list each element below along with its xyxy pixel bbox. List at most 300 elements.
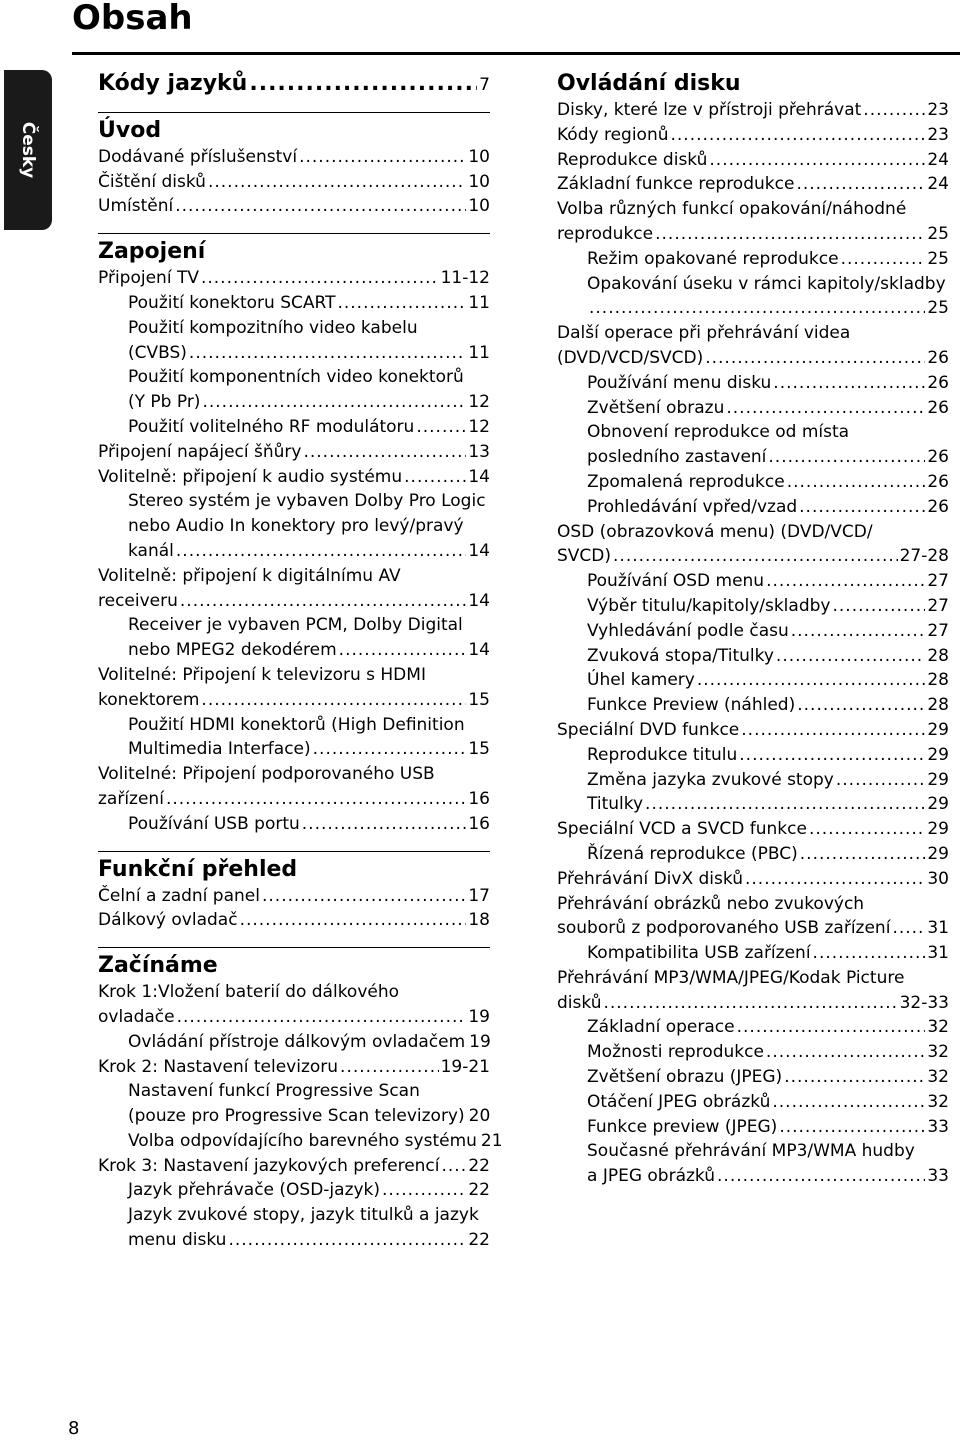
toc-entry[interactable] — [98, 884, 490, 909]
toc-entry[interactable] — [98, 1055, 490, 1080]
toc-entry-line — [557, 718, 949, 743]
toc-entry-text: Použití volitelného RF modulátoru — [128, 416, 415, 437]
toc-entry[interactable] — [98, 980, 490, 1030]
toc-entry[interactable] — [557, 98, 949, 123]
toc-entry-line — [98, 440, 490, 465]
toc-leader-dots — [697, 668, 926, 693]
toc-leader-dots — [655, 222, 925, 247]
toc-page-number: 20 — [468, 1106, 491, 1127]
toc-entry-line — [98, 1055, 490, 1080]
language-tab — [4, 70, 52, 230]
toc-entry-text: Základní operace — [587, 1017, 735, 1038]
toc-page-number: 32 — [927, 1067, 949, 1088]
toc-entry-text: Čelní a zadní panel — [98, 885, 260, 906]
toc-page-number: 14 — [468, 466, 490, 487]
toc-entry-text: Dodávané příslušenství — [98, 146, 298, 167]
toc-entry-line — [128, 291, 490, 316]
toc-subentry[interactable] — [557, 594, 949, 619]
toc-entry-line — [587, 792, 949, 817]
toc-leader-dots — [768, 445, 925, 470]
toc-leader-dots — [799, 495, 925, 520]
toc-entry-line — [128, 1030, 490, 1055]
toc-subentry[interactable] — [98, 1030, 490, 1055]
toc-subentry[interactable] — [557, 644, 949, 669]
toc-entry-line — [587, 743, 949, 768]
toc-page-number: 32 — [927, 1042, 949, 1063]
toc-page-number: 22 — [468, 1155, 490, 1176]
toc-entry[interactable] — [98, 194, 490, 219]
toc-entry-line — [128, 638, 490, 663]
toc-page-number: 24 — [927, 174, 949, 195]
toc-entry-text: Přehrávání DivX disků — [557, 868, 743, 889]
toc-leader-dots — [302, 812, 467, 837]
toc-page-number: 16 — [468, 788, 490, 809]
toc-subentry[interactable] — [557, 1015, 949, 1040]
toc-entry-line: Současné přehrávání MP3/WMA hudby — [587, 1141, 915, 1162]
toc-page-number: 27 — [927, 620, 949, 641]
toc-entry[interactable] — [98, 266, 490, 291]
toc-entry-line — [587, 445, 949, 470]
toc-entry-text: Funkce Preview (náhled) — [587, 695, 796, 716]
toc-leader-dots — [442, 1154, 467, 1179]
toc-leader-dots — [177, 1005, 467, 1030]
toc-page-number: 22 — [468, 1180, 490, 1201]
toc-entry-line — [98, 884, 490, 909]
toc-entry-text: Disky, které lze v přístroji přehrávat — [557, 100, 862, 120]
toc-entry-line — [128, 539, 490, 564]
toc-page-number: 10 — [468, 146, 490, 167]
toc-leader-dots — [745, 867, 925, 892]
toc-leader-dots — [772, 1090, 925, 1115]
toc-entry-line — [98, 194, 490, 219]
toc-entry[interactable] — [557, 197, 949, 247]
toc-subentry[interactable] — [98, 365, 490, 415]
toc-entry-text: Možnosti reprodukce — [587, 1042, 764, 1063]
toc-leader-dots — [863, 98, 925, 123]
toc-subentry[interactable] — [98, 1079, 490, 1129]
toc-entry-text: Připojení TV — [98, 268, 199, 289]
toc-entry-text: Krok 2: Nastavení televizoru — [98, 1056, 339, 1077]
toc-leader-dots — [201, 688, 466, 713]
toc-entry-line — [128, 1178, 490, 1203]
toc-page-number: 33 — [927, 1116, 949, 1137]
toc-entry-line — [128, 1228, 490, 1253]
toc-page-number: 29 — [927, 819, 949, 840]
toc-leader-dots — [705, 346, 925, 371]
toc-subentry[interactable] — [557, 495, 949, 520]
toc-entry-line — [98, 908, 490, 933]
toc-entry-line — [128, 341, 490, 366]
toc-leader-dots — [796, 172, 925, 197]
toc-leader-dots — [709, 148, 925, 173]
toc-page-number: 25 — [927, 248, 949, 269]
page-number: 8 — [68, 1418, 80, 1439]
toc-entry-text: posledního zastavení — [587, 447, 767, 468]
toc-entry-text: Výběr titulu/kapitoly/skladby — [587, 595, 831, 616]
toc-entry-text: Jazyk přehrávače (OSD-jazyk) — [128, 1180, 381, 1201]
toc-subentry[interactable] — [557, 743, 949, 768]
toc-leader-dots — [240, 908, 467, 933]
toc-entry[interactable] — [98, 1154, 490, 1179]
toc-page-number: 24 — [927, 149, 949, 170]
toc-page-number: 33 — [927, 1166, 949, 1187]
toc-left-column — [98, 71, 503, 1253]
toc-entry-line — [557, 148, 949, 173]
toc-leader-dots — [175, 194, 466, 219]
toc-entry[interactable] — [98, 564, 490, 614]
toc-subentry[interactable] — [557, 247, 949, 272]
toc-entry-text: Zvuková stopa/Titulky — [587, 645, 774, 666]
toc-leader-dots — [832, 594, 925, 619]
toc-entry-line — [557, 867, 949, 892]
toc-page-number: 26 — [927, 496, 949, 517]
toc-subentry[interactable] — [557, 1065, 949, 1090]
toc-leader-dots — [766, 569, 925, 594]
toc-entry-line: Použití HDMI konektorů (High Definition — [128, 714, 465, 735]
toc-entry-text: Funkce preview (JPEG) — [587, 1116, 778, 1137]
toc-entry-text: Používání menu disku — [587, 372, 772, 393]
toc-entry-line — [98, 145, 490, 170]
title-rule — [72, 52, 960, 55]
toc-page-number: 28 — [927, 670, 949, 691]
toc-subentry[interactable] — [557, 1090, 949, 1115]
toc-entry-text: (CVBS) — [128, 342, 187, 363]
toc-page-number: 27 — [927, 571, 949, 592]
toc-section-heading: Ovládání disku — [557, 71, 741, 96]
toc-entry-line — [587, 569, 949, 594]
toc-entry-text: Ovládání přístroje dálkovým ovladačem — [128, 1031, 466, 1052]
toc-entry-text: a JPEG obrázků — [587, 1166, 716, 1187]
toc-entry-line — [587, 495, 949, 520]
toc-page-number: 23 — [927, 100, 949, 120]
toc-page-number: 14 — [468, 540, 490, 561]
section-divider — [98, 851, 490, 852]
toc-subentry[interactable] — [98, 489, 490, 563]
toc-entry-text: Titulky — [587, 794, 644, 815]
toc-entry-text: Prohledávání vpřed/vzad — [587, 496, 798, 517]
toc-leader-dots — [416, 415, 466, 440]
toc-entry-text: Volitelně: připojení k audio systému — [98, 466, 403, 487]
toc-entry-line: Nastavení funkcí Progressive Scan — [128, 1081, 420, 1102]
toc-page-number: 32 — [927, 1017, 949, 1038]
toc-page-number: 14 — [468, 590, 490, 611]
toc-leader-dots — [773, 371, 925, 396]
toc-entry-line: Volitelné: Připojení podporovaného USB — [98, 764, 435, 785]
toc-leader-dots — [176, 539, 466, 564]
toc-leader-dots — [784, 1065, 925, 1090]
toc-entry[interactable] — [557, 718, 949, 743]
toc-page-number: 26 — [927, 471, 949, 492]
toc-subentry[interactable] — [557, 569, 949, 594]
toc-subentry[interactable] — [557, 470, 949, 495]
toc-subentry[interactable] — [557, 396, 949, 421]
toc-subentry[interactable] — [557, 842, 949, 867]
toc-subentry[interactable] — [98, 1203, 490, 1253]
toc-entry-line — [557, 172, 949, 197]
toc-entry-text: Vyhledávání podle času — [587, 620, 789, 641]
toc-leader-dots — [797, 693, 925, 718]
toc-page-number: 15 — [468, 689, 490, 710]
toc-entry[interactable] — [557, 817, 949, 842]
toc-entry[interactable] — [557, 966, 949, 1016]
toc-entry-text: Dálkový ovladač — [98, 910, 238, 931]
toc-entry-line — [557, 544, 949, 569]
toc-entry-line: OSD (obrazovková menu) (DVD/VCD/ — [557, 521, 873, 542]
toc-entry-text: kanál — [128, 540, 174, 561]
toc-entry-line — [128, 1104, 490, 1129]
toc-leader-dots — [202, 390, 466, 415]
toc-entry-line: Jazyk zvukové stopy, jazyk titulků a jazyk — [128, 1205, 479, 1226]
toc-entry-text: konektorem — [98, 689, 200, 710]
toc-entry-line — [557, 123, 949, 148]
toc-leader-dots — [671, 123, 926, 148]
toc-entry-line — [557, 346, 949, 371]
toc-leader-dots — [726, 396, 925, 421]
toc-entry-line — [587, 396, 949, 421]
toc-leader-dots — [613, 544, 898, 569]
toc-subentry[interactable] — [557, 792, 949, 817]
toc-entry-text: Speciální VCD a SVCD funkce — [557, 819, 807, 840]
toc-page-number: 26 — [927, 397, 949, 418]
toc-entry-line: Opakování úseku v rámci kapitoly/skladby — [587, 273, 946, 294]
toc-page-number: 22 — [468, 1230, 490, 1251]
toc-page-number: 10 — [468, 196, 490, 217]
toc-page-number: 14 — [468, 640, 490, 661]
toc-subentry[interactable] — [557, 371, 949, 396]
toc-subentry[interactable] — [98, 613, 490, 663]
toc-entry-line — [587, 941, 949, 966]
toc-entry-line — [98, 1154, 490, 1179]
toc-entry-text: Umístění — [98, 196, 174, 217]
toc-entry-line — [98, 465, 490, 490]
toc-entry-text: Volba odpovídajícího barevného systému — [128, 1130, 477, 1151]
toc-entry-text: SVCD) — [557, 546, 612, 567]
toc-entry-text: Úhel kamery — [587, 670, 695, 691]
section-divider — [98, 233, 490, 234]
toc-entry-text: Zvětšení obrazu — [587, 397, 725, 418]
toc-leader-dots — [201, 266, 439, 291]
toc-entry-line — [587, 1065, 949, 1090]
toc-leader-dots — [766, 1040, 925, 1065]
toc-page-number: 27 — [927, 595, 949, 616]
toc-entry-text: Použití konektoru SCART — [128, 292, 336, 313]
toc-entry-line — [587, 247, 949, 272]
toc-leader-dots — [741, 718, 925, 743]
toc-entry-line: Volba různých funkcí opakování/náhodné — [557, 199, 907, 220]
toc-entry-line — [128, 812, 490, 837]
toc-entry-line — [587, 842, 949, 867]
toc-leader-dots — [339, 638, 467, 663]
toc-entry-text: ovladače — [98, 1006, 175, 1027]
toc-page-number: 19-21 — [440, 1056, 490, 1077]
toc-entry-line — [557, 916, 949, 941]
toc-leader-dots — [313, 737, 467, 762]
toc-entry[interactable] — [98, 465, 490, 490]
toc-page-number: 32-33 — [899, 992, 949, 1013]
toc-entry[interactable] — [98, 663, 490, 713]
toc-entry-line: Použití komponentních video konektorů — [128, 367, 464, 388]
toc-subentry[interactable] — [557, 668, 949, 693]
toc-entry-text: nebo MPEG2 dekodérem — [128, 640, 337, 661]
toc-entry-line — [128, 415, 490, 440]
toc-entry-line — [587, 693, 949, 718]
toc-section-heading — [98, 72, 490, 98]
toc-entry-text: receiveru — [98, 590, 178, 611]
toc-leader-dots — [589, 296, 925, 321]
toc-entry-line — [587, 1040, 949, 1065]
toc-leader-dots — [208, 170, 466, 195]
toc-entry-line — [98, 688, 490, 713]
toc-page-number: 28 — [927, 695, 949, 716]
toc-subentry[interactable] — [98, 1178, 490, 1203]
toc-page-number: 28 — [927, 645, 949, 666]
toc-entry-line: Použití kompozitního video kabelu — [128, 317, 418, 338]
toc-section-heading: Začínáme — [98, 953, 218, 979]
toc-entry-line — [587, 1015, 949, 1040]
toc-entry-text: reprodukce — [557, 223, 654, 244]
toc-entry[interactable] — [98, 762, 490, 812]
toc-section-heading: Funkční přehled — [98, 856, 298, 882]
toc-leader-dots — [717, 1164, 925, 1189]
toc-leader-dots — [813, 941, 926, 966]
toc-entry-line: Volitelné: Připojení k televizoru s HDMI — [98, 664, 426, 685]
toc-entry-text: Kódy regionů — [557, 124, 669, 145]
toc-entry-line — [98, 787, 490, 812]
toc-entry-text: menu disku — [128, 1230, 227, 1251]
page-title: Obsah — [72, 0, 193, 38]
toc-entry-text: Speciální DVD funkce — [557, 719, 740, 740]
toc-subentry[interactable] — [557, 1115, 949, 1140]
toc-page-number: 31 — [927, 943, 949, 964]
toc-entry[interactable] — [98, 908, 490, 933]
toc-leader-dots — [299, 145, 466, 170]
toc-entry-line — [587, 1164, 949, 1189]
toc-entry[interactable] — [557, 321, 949, 371]
toc-entry-line — [98, 170, 490, 195]
toc-subentry[interactable] — [98, 291, 490, 316]
toc-entry-line — [128, 1129, 503, 1154]
toc-entry[interactable] — [557, 148, 949, 173]
toc-leader-dots — [340, 1055, 439, 1080]
toc-leader-dots — [737, 1015, 926, 1040]
toc-page-number: 19 — [469, 1031, 491, 1052]
section-divider — [98, 947, 490, 948]
toc-entry-text: Krok 3: Nastavení jazykových preferencí — [98, 1155, 440, 1176]
toc-entry[interactable] — [98, 170, 490, 195]
toc-entry[interactable] — [557, 892, 949, 942]
toc-entry-line — [587, 644, 949, 669]
toc-entry-line — [128, 737, 490, 762]
toc-entry-text: Otáčení JPEG obrázků — [587, 1091, 771, 1112]
toc-entry[interactable] — [98, 440, 490, 465]
toc-entry-line: Obnovení reprodukce od místa — [587, 422, 850, 443]
toc-page-number: 26 — [927, 347, 949, 368]
toc-entry-text: Používání OSD menu — [587, 571, 765, 592]
toc-entry-line — [587, 371, 949, 396]
toc-entry-text: Základní funkce reprodukce — [557, 174, 795, 195]
toc-page-number: 30 — [927, 868, 949, 889]
toc-subentry[interactable] — [557, 619, 949, 644]
toc-leader-dots — [739, 743, 925, 768]
toc-entry[interactable] — [557, 172, 949, 197]
toc-entry-text: disků — [557, 992, 602, 1013]
toc-leader-dots — [337, 291, 466, 316]
toc-subentry[interactable] — [557, 1139, 949, 1189]
toc-entry-line: nebo Audio In konektory pro levý/pravý — [128, 516, 464, 537]
toc-entry[interactable] — [557, 123, 949, 148]
toc-leader-dots — [776, 644, 925, 669]
toc-subentry[interactable] — [98, 316, 490, 366]
toc-entry[interactable] — [98, 145, 490, 170]
toc-page-number: 11-12 — [440, 268, 490, 289]
toc-subentry[interactable] — [98, 415, 490, 440]
toc-entry-text: zařízení — [98, 788, 164, 809]
toc-section-heading: Zapojení — [98, 239, 206, 265]
toc-leader-dots — [189, 341, 466, 366]
toc-entry-text: Změna jazyka zvukové stopy — [587, 769, 834, 790]
toc-entry-line — [587, 470, 949, 495]
toc-entry-text: Čištění disků — [98, 171, 206, 192]
toc-entry-line: Volitelně: připojení k digitálnímu AV — [98, 565, 401, 586]
toc-leader-dots — [382, 1178, 466, 1203]
toc-subentry[interactable] — [98, 812, 490, 837]
toc-page-number: 21 — [480, 1130, 503, 1151]
toc-page-number: 23 — [927, 124, 949, 145]
toc-right-column — [557, 70, 949, 1189]
toc-entry-line — [128, 390, 490, 415]
toc-leader-dots — [787, 470, 926, 495]
toc-entry-line: Receiver je vybaven PCM, Dolby Digital — [128, 615, 463, 636]
toc-page-number: 29 — [927, 744, 949, 765]
toc-leader-dots — [404, 465, 466, 490]
toc-leader-dots — [836, 768, 926, 793]
toc-subentry[interactable] — [557, 272, 949, 322]
toc-page-number: 10 — [468, 171, 490, 192]
toc-subentry[interactable] — [557, 768, 949, 793]
toc-leader-dots — [228, 1228, 466, 1253]
toc-subentry[interactable] — [557, 1040, 949, 1065]
toc-entry[interactable] — [557, 867, 949, 892]
toc-entry-line: Další operace při přehrávání videa — [557, 323, 851, 344]
toc-leader-dots — [841, 247, 926, 272]
toc-entry-text: (Y Pb Pr) — [128, 392, 201, 413]
toc-leader-dots — [645, 792, 925, 817]
toc-entry-text: Používání USB portu — [128, 813, 300, 834]
toc-page-number: 31 — [927, 918, 949, 939]
toc-leader-dots — [180, 589, 466, 614]
toc-leader-dots — [303, 440, 466, 465]
toc-page-number: 26 — [927, 372, 949, 393]
toc-subentry[interactable] — [98, 713, 490, 763]
toc-page-number: 7 — [479, 75, 490, 95]
toc-page-number: 25 — [927, 298, 949, 319]
toc-entry-line — [587, 594, 949, 619]
toc-entry[interactable] — [557, 520, 949, 570]
toc-subentry[interactable] — [98, 1129, 503, 1154]
toc-page-number: 26 — [927, 447, 949, 468]
toc-subentry[interactable] — [557, 693, 949, 718]
toc-entry-line — [98, 589, 490, 614]
toc-section-heading: Úvod — [98, 117, 162, 143]
toc-subentry[interactable] — [557, 941, 949, 966]
toc-page-number: 25 — [927, 223, 949, 244]
toc-entry-line — [587, 1115, 949, 1140]
toc-entry-line — [557, 991, 949, 1016]
toc-subentry[interactable] — [557, 420, 949, 470]
toc-leader-dots — [249, 72, 477, 97]
toc-page-number: 17 — [468, 885, 490, 906]
toc-entry-text: (DVD/VCD/SVCD) — [557, 347, 704, 368]
